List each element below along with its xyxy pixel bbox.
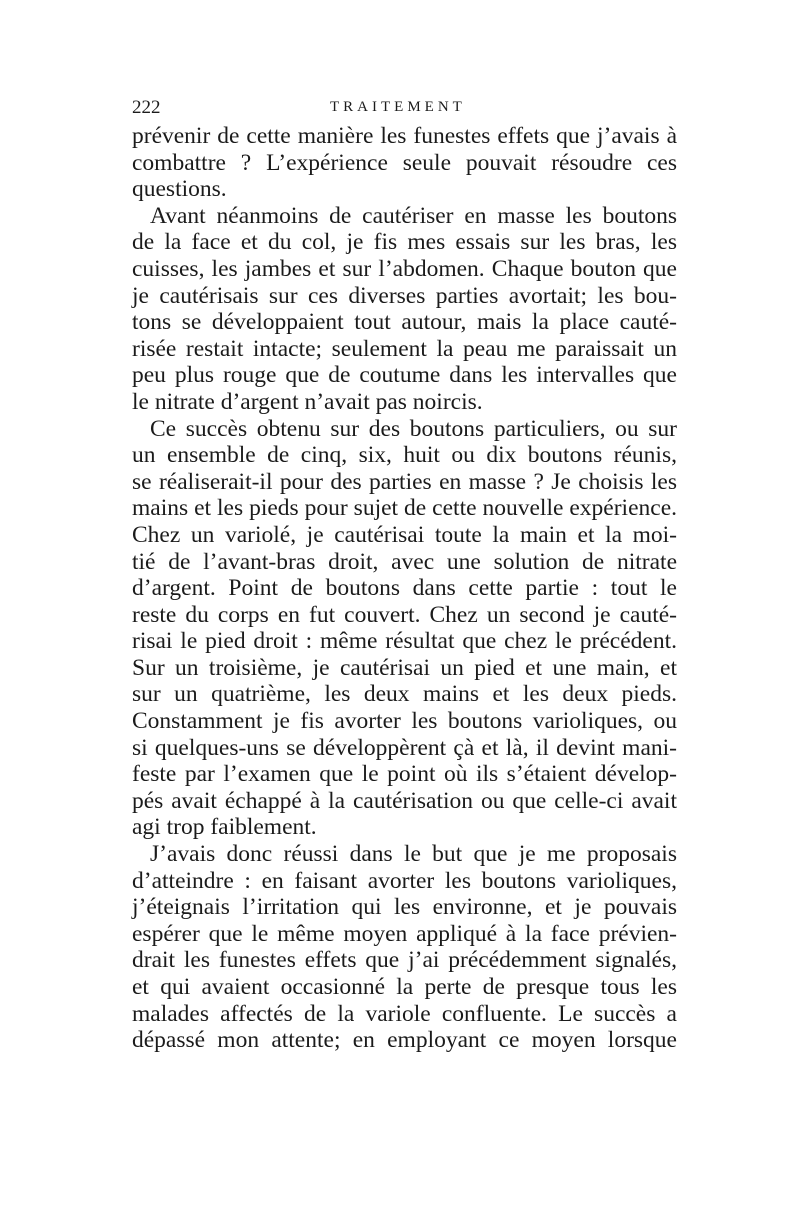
text-line: Constamment je fis avorter les boutons varioliques, ou [132,708,677,735]
text-line: feste par l’examen que le point où ils s’étaient dévelop- [132,761,677,788]
text-line: un ensemble de cinq, six, huit ou dix boutons réunis, [132,442,677,469]
page-number: 222 [132,97,161,118]
text-line: agi trop faiblement. [132,814,317,841]
text-line: le nitrate d’argent n’avait pas noircis. [132,388,483,415]
text-line: si quelques-uns se développèrent çà et là, il devint mani- [132,734,677,761]
text-line: risai le pied droit : même résultat que chez le précédent. [132,628,677,655]
text-line: combattre ? L’expérience seule pouvait résoudre ces [132,149,677,176]
text-line: reste du corps en fut couvert. Chez un second je cauté- [132,601,677,628]
text-line: pés avait échappé à la cautérisation ou que celle-ci avait [132,787,677,814]
text-line: Ce succès obtenu sur des boutons particuliers, ou sur [150,415,677,442]
text-line: J’avais donc réussi dans le but que je me proposais [150,841,677,868]
text-line: risée restait intacte; seulement la peau me paraissait un [132,335,677,362]
text-line: Sur un troisième, je cautérisai un pied et une main, et [132,654,677,681]
text-line: tié de l’avant-bras droit, avec une solution de nitrate [132,548,677,575]
text-line: questions. [132,176,227,203]
text-line: cuisses, les jambes et sur l’abdomen. Chaque bouton que [132,255,677,282]
text-line: malades affectés de la variole confluente. Le succès a [132,1000,677,1027]
text-line: d’argent. Point de boutons dans cette partie : tout le [132,575,677,602]
running-head [132,97,677,119]
text-line: prévenir de cette manière les funestes effets que j’avais à [132,123,677,149]
text-line: d’atteindre : en faisant avorter les boutons varioliques, [132,867,677,894]
text-line: de la face et du col, je fis mes essais sur les bras, les [132,229,677,256]
text-line: tons se développaient tout autour, mais la place cauté- [132,309,677,336]
text-line: mains et les pieds pour sujet de cette nouvelle expérience. [132,495,677,522]
text-line: Avant néanmoins de cautériser en masse les boutons [150,202,677,229]
body-text [132,123,677,1054]
text-line: et qui avaient occasionné la perte de presque tous les [132,974,677,1000]
text-line: se réaliserait-il pour des parties en masse ? Je choisis les [132,468,677,495]
text-line: sur un quatrième, les deux mains et les deux pieds. [132,681,677,708]
text-line: dépassé mon attente; en employant ce moyen lorsque [132,1027,677,1054]
running-title: TRAITEMENT [330,99,466,115]
text-line: espérer que le même moyen appliqué à la face prévien- [132,920,677,947]
text-line: Chez un variolé, je cautérisai toute la main et la moi- [132,521,677,548]
text-line: je cautérisais sur ces diverses parties avortait; les bou- [132,282,677,309]
text-line: peu plus rouge que de coutume dans les intervalles que [132,362,677,389]
text-line: j’éteignais l’irritation qui les environne, et je pouvais [132,894,677,921]
text-line: drait les funestes effets que j’ai précédemment signalés, [132,947,677,974]
